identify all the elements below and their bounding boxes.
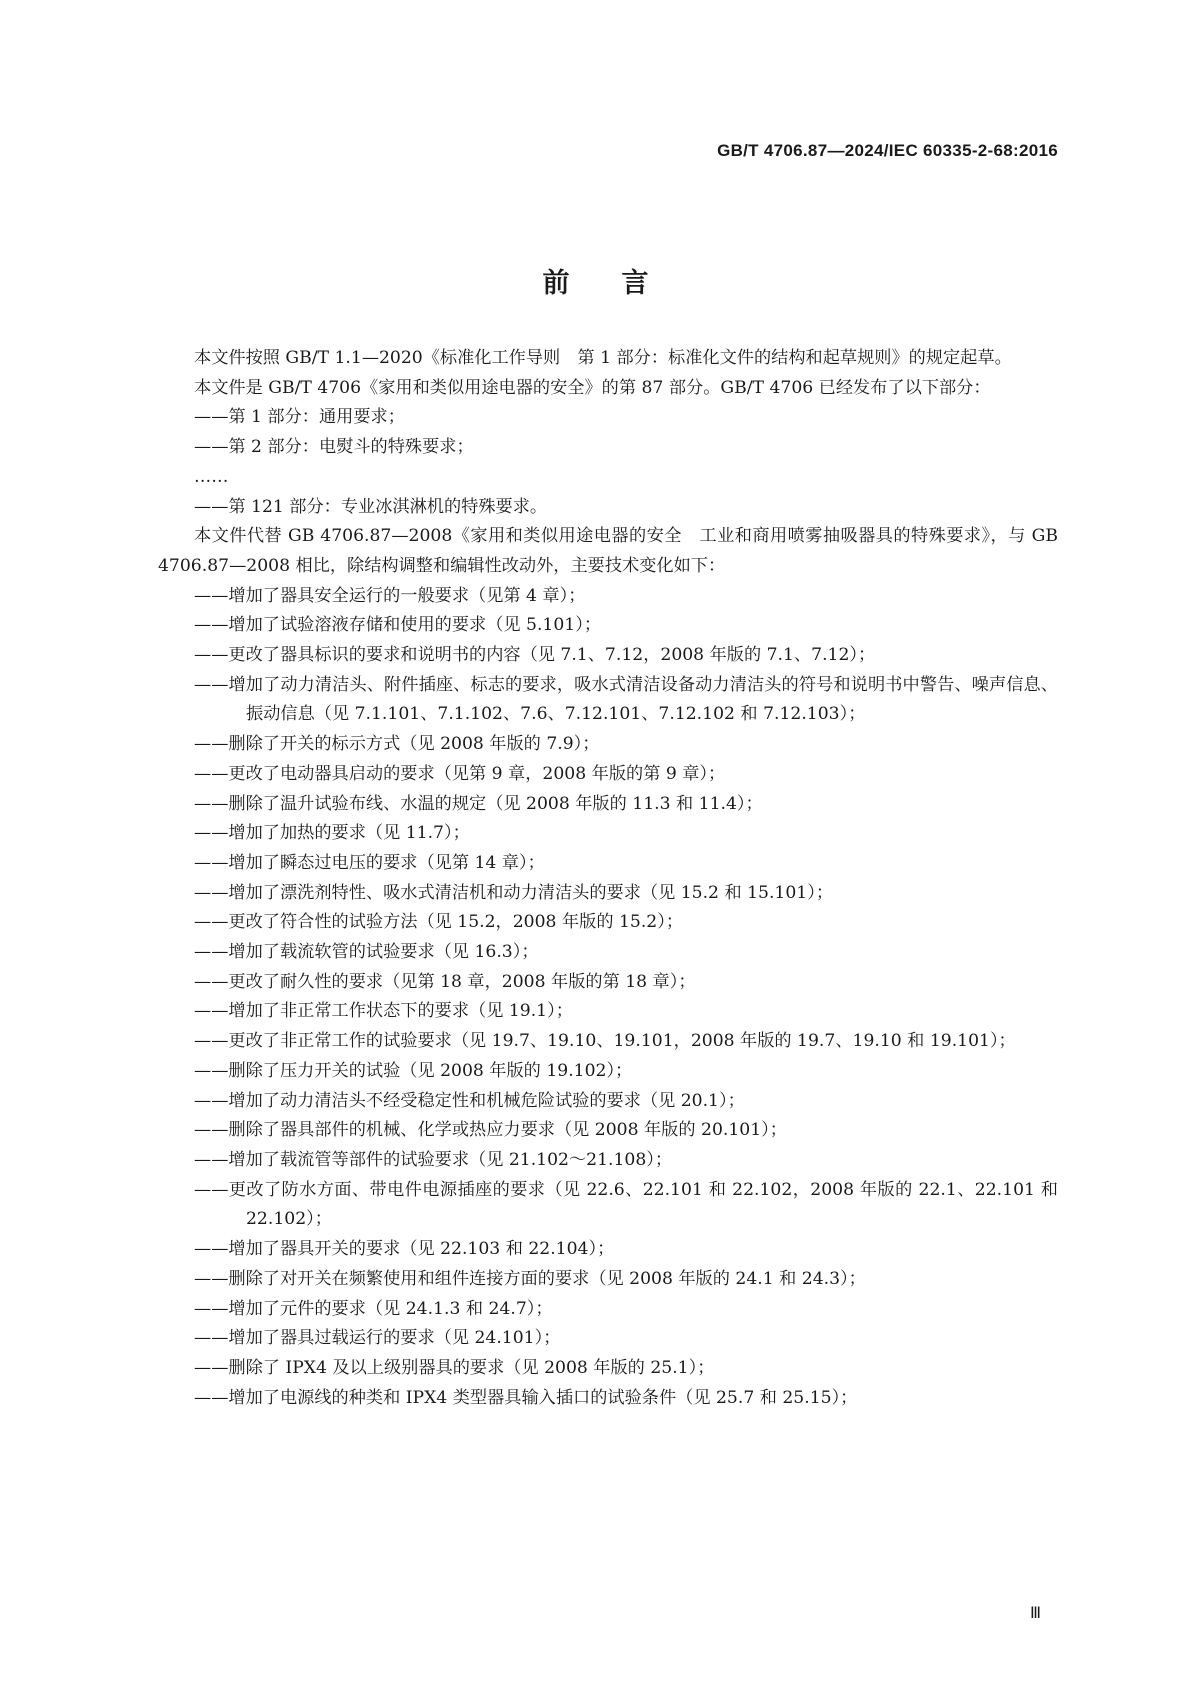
list-item: ——删除了 IPX4 及以上级别器具的要求（见 2008 年版的 25.1）；: [194, 1357, 715, 1378]
list-item: ——增加了动力清洁头不经受稳定性和机械危险试验的要求（见 20.1）；: [194, 1090, 745, 1111]
list-item: ——第 121 部分：专业冰淇淋机的特殊要求。: [194, 496, 548, 517]
list-item: ——增加了元件的要求（见 24.1.3 和 24.7）；: [194, 1298, 553, 1319]
list-item: ——更改了非正常工作的试验要求（见 19.7、19.10、19.101，2008 年版的 19.7、19.10 和 19.101）；: [194, 1031, 1016, 1052]
list-item: ——增加了电源线的种类和 IPX4 类型器具输入插口的试验条件（见 25.7 和 25.15）；: [194, 1387, 858, 1408]
list-item: ……: [194, 466, 229, 487]
preface-body: [158, 344, 1058, 1413]
list-item: ——增加了载流软管的试验要求（见 16.3）；: [194, 942, 539, 963]
list-item: ——更改了器具标识的要求和说明书的内容（见 7.1、7.12，2008 年版的 7.1、7.12）；: [194, 645, 876, 666]
page-title: 前言: [542, 268, 701, 300]
list-item: ——增加了非正常工作状态下的要求（见 19.1）；: [194, 1001, 573, 1022]
list-item: ——增加了瞬态过电压的要求（见第 14 章）；: [194, 852, 545, 873]
list-item: ——删除了开关的标示方式（见 2008 年版的 7.9）；: [194, 734, 600, 755]
list-item: ——更改了耐久性的要求（见第 18 章，2008 年版的第 18 章）；: [194, 971, 696, 992]
list-item: ——更改了符合性的试验方法（见 15.2，2008 年版的 15.2）；: [194, 912, 684, 933]
list-item: ——更改了防水方面、带电件电源插座的要求（见 22.6、22.101 和 22.102，2008 年版的 22.1、22.101 和 22.102）；: [194, 1179, 1058, 1230]
page-number: Ⅲ: [1029, 1605, 1041, 1622]
list-item: ——第 1 部分：通用要求；: [194, 407, 405, 428]
list-item: ——删除了压力开关的试验（见 2008 年版的 19.102）；: [194, 1060, 633, 1081]
list-item: ——增加了动力清洁头、附件插座、标志的要求，吸水式清洁设备动力清洁头的符号和说明书中警告、噪声信息、振动信息（见 7.1.101、7.1.102、7.6、7.12.101、7.12.102 和 7.12.103）；: [194, 674, 1058, 725]
changes-list: [158, 582, 1058, 1414]
replace-note: 本文件代替 GB 4706.87—2008《家用和类似用途电器的安全 工业和商用喷雾抽吸器具的特殊要求》，与 GB 4706.87—2008 相比，除结构调整和编辑性改动外，主要技术变化如下：: [158, 526, 1058, 576]
list-item: ——更改了电动器具启动的要求（见第 9 章，2008 年版的第 9 章）；: [194, 763, 726, 784]
list-item: ——增加了器具开关的要求（见 22.103 和 22.104）；: [194, 1239, 615, 1260]
list-item: ——删除了对开关在频繁使用和组件连接方面的要求（见 2008 年版的 24.1 和 24.3）；: [194, 1268, 866, 1289]
list-item: ——增加了载流管等部件的试验要求（见 21.102～21.108）；: [194, 1149, 673, 1170]
list-item: ——删除了温升试验布线、水温的规定（见 2008 年版的 11.3 和 11.4）；: [194, 793, 763, 814]
list-item: ——增加了加热的要求（见 11.7）；: [194, 823, 470, 844]
intro-paragraph: 本文件按照 GB/T 1.1—2020《标准化工作导则 第 1 部分：标准化文件的结构和起草规则》的规定起草。: [194, 348, 1012, 368]
list-item: ——增加了漂洗剂特性、吸水式清洁机和动力清洁头的要求（见 15.2 和 15.101）；: [194, 882, 834, 903]
intro-paragraph: 本文件是 GB/T 4706《家用和类似用途电器的安全》的第 87 部分。GB/T 4706 已经发布了以下部分：: [194, 377, 991, 398]
list-item: ——增加了器具过载运行的要求（见 24.101）；: [194, 1328, 561, 1349]
list-item: ——第 2 部分：电熨斗的特殊要求；: [194, 437, 474, 458]
list-item: ——增加了试验溶液存储和使用的要求（见 5.101）；: [194, 615, 602, 636]
standard-code: GB/T 4706.87—2024/IEC 60335-2-68:2016: [717, 141, 1058, 160]
list-item: ——删除了器具部件的机械、化学或热应力要求（见 2008 年版的 20.101）；: [194, 1120, 787, 1141]
list-item: ——增加了器具安全运行的一般要求（见第 4 章）；: [194, 585, 586, 606]
